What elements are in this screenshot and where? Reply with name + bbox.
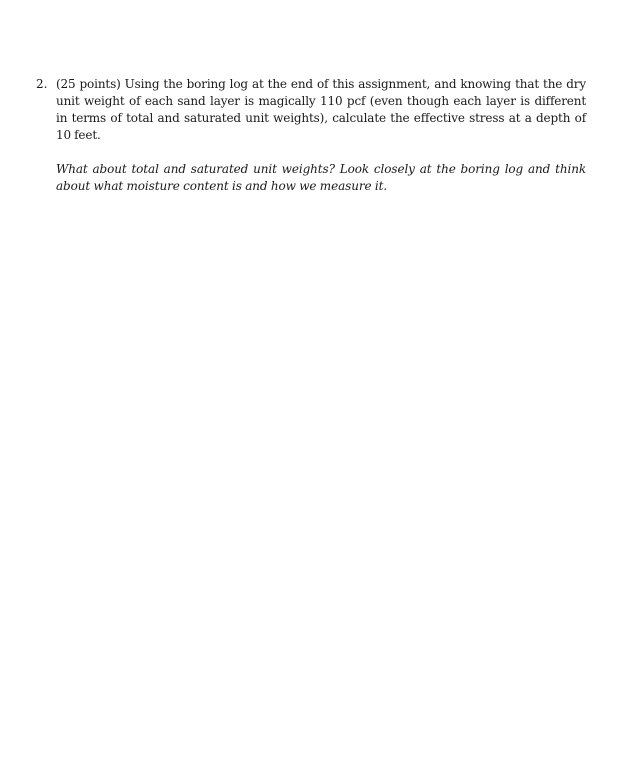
hint-line: What about total and saturated unit weights? Look closely at the boring log and think — [56, 162, 586, 176]
hint-line: about what moisture content is and how we measure it. — [56, 179, 388, 193]
problem-2 — [36, 76, 586, 195]
problem-statement-line: 10 feet. — [56, 128, 101, 142]
problem-statement-line: (25 points) Using the boring log at the end of this assignment, and knowing that the dry — [56, 77, 586, 91]
problem-statement-line: unit weight of each sand layer is magically 110 pcf (even though each layer is different — [56, 94, 586, 108]
problem-statement-line: in terms of total and saturated unit weights), calculate the effective stress at a depth of — [56, 111, 586, 125]
problem-statement — [56, 76, 586, 144]
problem-number: 2. — [36, 77, 48, 91]
problem-hint — [56, 161, 586, 195]
